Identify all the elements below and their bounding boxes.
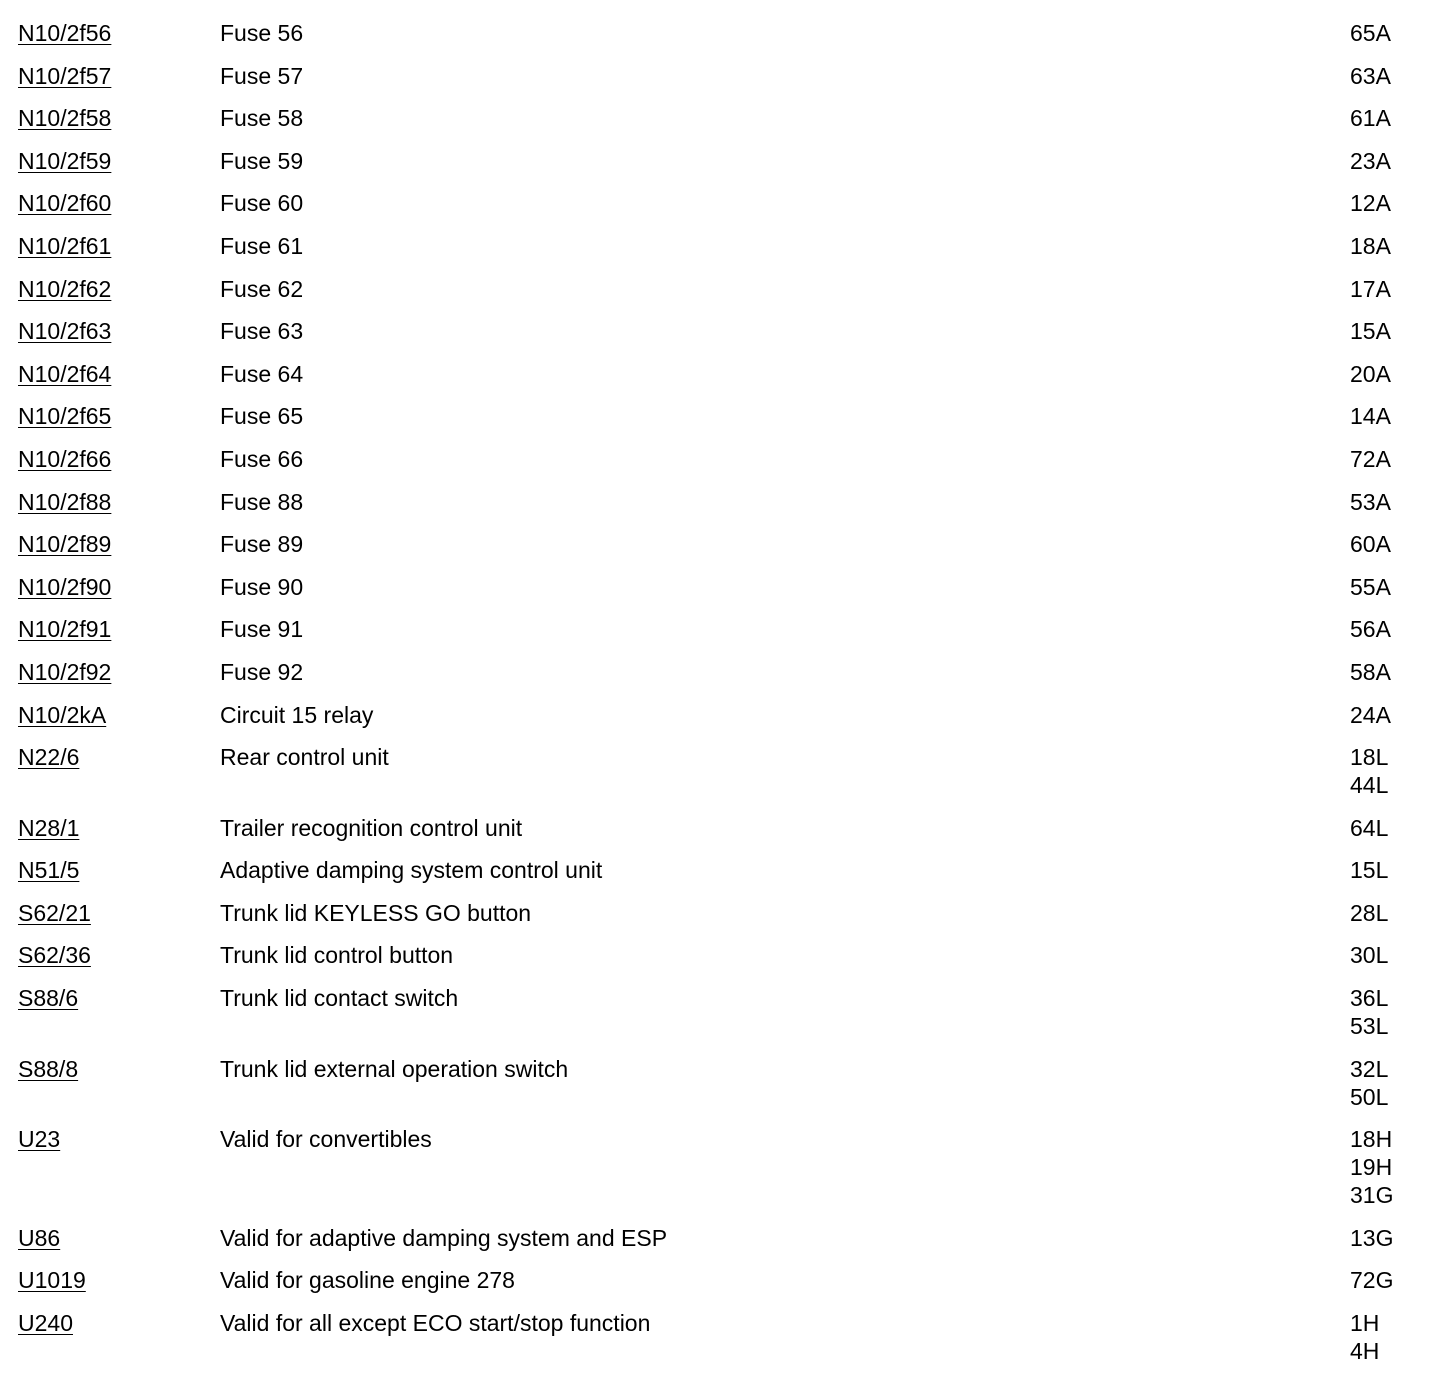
legend-row <box>0 701 1440 729</box>
component-description: Trunk lid external operation switch <box>220 1055 569 1082</box>
grid-coordinate: 28L <box>1350 899 1389 926</box>
grid-coordinates <box>1350 275 1391 303</box>
component-code-link[interactable]: N10/2f66 <box>18 445 112 472</box>
legend-row <box>0 1266 1440 1294</box>
component-code-link[interactable]: S62/21 <box>18 899 91 926</box>
component-description: Fuse 59 <box>220 147 304 174</box>
component-description: Fuse 89 <box>220 531 304 558</box>
grid-coordinate: 17A <box>1350 275 1391 302</box>
legend-row <box>0 573 1440 601</box>
grid-coordinates <box>1350 189 1391 217</box>
grid-coordinate: 61A <box>1350 105 1391 132</box>
component-code-link[interactable]: N10/2f60 <box>18 190 112 217</box>
grid-coordinates <box>1350 62 1391 90</box>
component-code-link[interactable]: N10/2f59 <box>18 147 112 174</box>
legend-row <box>0 147 1440 175</box>
grid-coordinates <box>1350 232 1391 260</box>
grid-coordinates <box>1350 402 1391 430</box>
grid-coordinates <box>1350 701 1391 729</box>
legend-row <box>0 445 1440 473</box>
component-code-link[interactable]: N10/2f89 <box>18 531 112 558</box>
component-code-link[interactable]: S88/8 <box>18 1055 79 1082</box>
component-code-link[interactable]: N10/2f58 <box>18 105 112 132</box>
legend-row <box>0 814 1440 842</box>
grid-coordinate: 72G <box>1350 1267 1394 1294</box>
grid-coordinates <box>1350 360 1391 388</box>
grid-coordinates <box>1350 488 1391 516</box>
grid-coordinates <box>1350 19 1391 47</box>
component-code-link[interactable]: N10/2f92 <box>18 658 112 685</box>
component-description: Fuse 57 <box>220 62 304 89</box>
grid-coordinate: 18H <box>1350 1126 1393 1153</box>
component-code-link[interactable]: N22/6 <box>18 744 80 771</box>
grid-coordinate: 1H <box>1350 1310 1380 1337</box>
grid-coordinates <box>1350 1309 1379 1365</box>
component-code-link[interactable]: N10/2f56 <box>18 20 112 46</box>
grid-coordinate: 15L <box>1350 857 1389 884</box>
grid-coordinate: 60A <box>1350 531 1391 558</box>
legend-row <box>0 104 1440 132</box>
legend-row <box>0 19 1440 47</box>
legend-row <box>0 658 1440 686</box>
grid-coordinate: 4H <box>1350 1338 1380 1365</box>
component-description: Fuse 61 <box>220 232 304 259</box>
component-code-link[interactable]: S88/6 <box>18 985 79 1012</box>
component-code-link[interactable]: N10/2f65 <box>18 403 112 430</box>
component-code-link[interactable]: N10/2f90 <box>18 573 112 600</box>
component-description: Fuse 91 <box>220 616 304 643</box>
component-code-link[interactable]: N10/2f63 <box>18 318 112 345</box>
grid-coordinate: 36L <box>1350 985 1389 1012</box>
grid-coordinates <box>1350 856 1388 884</box>
legend-row <box>0 402 1440 430</box>
component-code-link[interactable]: N10/2f64 <box>18 360 112 387</box>
grid-coordinate: 12A <box>1350 190 1391 217</box>
component-code-link[interactable]: N10/2f57 <box>18 62 112 89</box>
legend-row <box>0 232 1440 260</box>
grid-coordinates <box>1350 1125 1393 1209</box>
grid-coordinates <box>1350 984 1388 1040</box>
legend-row <box>0 615 1440 643</box>
grid-coordinates <box>1350 1266 1393 1294</box>
component-description: Fuse 63 <box>220 318 304 345</box>
grid-coordinates <box>1350 941 1388 969</box>
grid-coordinate: 53A <box>1350 488 1391 515</box>
component-code-link[interactable]: N10/2f61 <box>18 232 112 259</box>
component-description: Fuse 90 <box>220 573 304 600</box>
component-code-link[interactable]: S62/36 <box>18 942 91 969</box>
grid-coordinates <box>1350 814 1388 842</box>
component-description: Adaptive damping system control unit <box>220 857 603 884</box>
component-description: Trunk lid control button <box>220 942 454 969</box>
component-description: Valid for all except ECO start/stop function <box>220 1310 651 1337</box>
component-description: Circuit 15 relay <box>220 701 374 728</box>
grid-coordinates <box>1350 658 1391 686</box>
legend-row <box>0 1055 1440 1111</box>
component-code-link[interactable]: U240 <box>18 1310 73 1337</box>
component-description: Valid for gasoline engine 278 <box>220 1267 515 1294</box>
grid-coordinate: 44L <box>1350 772 1389 799</box>
component-code-link[interactable]: N10/2f62 <box>18 275 112 302</box>
component-description: Fuse 56 <box>220 20 304 46</box>
legend-row <box>0 360 1440 388</box>
grid-coordinate: 19H <box>1350 1154 1393 1181</box>
grid-coordinates <box>1350 530 1391 558</box>
legend-row <box>0 488 1440 516</box>
grid-coordinates <box>1350 743 1388 799</box>
grid-coordinate: 32L <box>1350 1055 1389 1082</box>
legend-row <box>0 1309 1440 1365</box>
component-code-link[interactable]: N51/5 <box>18 857 80 884</box>
grid-coordinate: 31G <box>1350 1182 1394 1209</box>
component-description: Fuse 88 <box>220 488 304 515</box>
component-description: Rear control unit <box>220 744 389 771</box>
component-code-link[interactable]: N10/2f88 <box>18 488 112 515</box>
component-code-link[interactable]: N28/1 <box>18 814 80 841</box>
component-description: Fuse 66 <box>220 445 304 472</box>
component-description: Trunk lid contact switch <box>220 985 459 1012</box>
legend-row <box>0 275 1440 303</box>
grid-coordinates <box>1350 1224 1393 1252</box>
grid-coordinate: 20A <box>1350 360 1391 387</box>
grid-coordinates <box>1350 573 1391 601</box>
grid-coordinate: 24A <box>1350 701 1391 728</box>
grid-coordinate: 30L <box>1350 942 1389 969</box>
component-description: Fuse 92 <box>220 658 304 685</box>
grid-coordinate: 63A <box>1350 62 1391 89</box>
grid-coordinate: 72A <box>1350 445 1391 472</box>
legend-row <box>0 1224 1440 1252</box>
component-description: Fuse 58 <box>220 105 304 132</box>
grid-coordinate: 64L <box>1350 814 1389 841</box>
grid-coordinates <box>1350 1055 1388 1111</box>
legend-row <box>0 530 1440 558</box>
component-description: Valid for adaptive damping system and ESP <box>220 1224 668 1251</box>
grid-coordinates <box>1350 445 1391 473</box>
grid-coordinate: 18L <box>1350 744 1389 771</box>
grid-coordinate: 53L <box>1350 1013 1389 1040</box>
legend-row <box>0 856 1440 884</box>
grid-coordinate: 65A <box>1350 20 1391 46</box>
legend-row <box>0 189 1440 217</box>
grid-coordinate: 23A <box>1350 147 1391 174</box>
component-code-link[interactable]: N10/2f91 <box>18 616 112 643</box>
component-description: Valid for convertibles <box>220 1126 432 1153</box>
grid-coordinates <box>1350 899 1388 927</box>
legend-row <box>0 317 1440 345</box>
grid-coordinate: 50L <box>1350 1083 1389 1110</box>
legend-row <box>0 743 1440 799</box>
component-description: Fuse 62 <box>220 275 304 302</box>
grid-coordinate: 58A <box>1350 658 1391 685</box>
component-description: Trunk lid KEYLESS GO button <box>220 899 532 926</box>
grid-coordinate: 15A <box>1350 318 1391 345</box>
grid-coordinate: 18A <box>1350 232 1391 259</box>
component-code-link[interactable]: U1019 <box>18 1267 86 1294</box>
component-description: Fuse 64 <box>220 360 304 387</box>
grid-coordinate: 13G <box>1350 1224 1394 1251</box>
component-code-link[interactable]: U86 <box>18 1224 61 1251</box>
legend-row <box>0 1125 1440 1209</box>
component-code-link[interactable]: N10/2kA <box>18 701 107 728</box>
grid-coordinate: 14A <box>1350 403 1391 430</box>
legend-row <box>0 899 1440 927</box>
legend-row <box>0 941 1440 969</box>
legend-row <box>0 984 1440 1040</box>
component-description: Trailer recognition control unit <box>220 814 523 841</box>
grid-coordinate: 56A <box>1350 616 1391 643</box>
legend-row <box>0 62 1440 90</box>
grid-coordinates <box>1350 147 1391 175</box>
component-description: Fuse 60 <box>220 190 304 217</box>
component-description: Fuse 65 <box>220 403 304 430</box>
grid-coordinates <box>1350 615 1391 643</box>
grid-coordinates <box>1350 104 1391 132</box>
grid-coordinates <box>1350 317 1391 345</box>
component-code-link[interactable]: U23 <box>18 1126 61 1153</box>
grid-coordinate: 55A <box>1350 573 1391 600</box>
